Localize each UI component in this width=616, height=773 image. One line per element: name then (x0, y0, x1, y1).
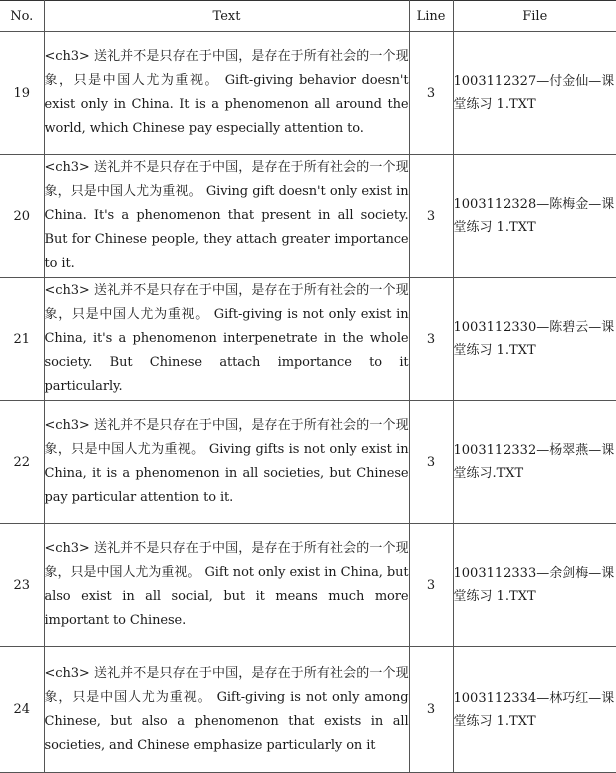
row-file-name: 1003112333—余剑梅—课堂练习 1.TXT (454, 562, 616, 608)
table-row (0, 32, 616, 155)
row-text: <ch3> 送礼并不是只存在于中国，是存在于所有社会的一个现象，只是中国人尤为重视。 Giving gift doesn't only exist in China. It's a phenomenon that present in all society. But for Chinese people, they attach greater importance to it. (44, 155, 409, 278)
row-file (453, 155, 616, 278)
row-line: 3 (409, 647, 453, 773)
row-file-name: 1003112327—付金仙—课堂练习 1.TXT (454, 70, 616, 116)
table-row (0, 647, 616, 773)
table-row (0, 401, 616, 524)
row-text: <ch3> 送礼并不是只存在于中国，是存在于所有社会的一个现象，只是中国人尤为重视。 Gift-giving is not only among Chinese, but also a phenomenon that exists in all societies, and Chinese emphasize particularly on it (44, 647, 409, 773)
row-file-name: 1003112334—林巧红—课堂练习 1.TXT (454, 687, 616, 733)
header-no: No. (0, 1, 44, 32)
table-row (0, 155, 616, 278)
row-number: 22 (0, 401, 44, 524)
row-number: 20 (0, 155, 44, 278)
row-text: <ch3> 送礼并不是只存在于中国，是存在于所有社会的一个现象，只是中国人尤为重视。 Gift-giving behavior doesn't exist only in China. It is a phenomenon all around the world, which Chinese pay especially attention to. (44, 32, 409, 155)
row-number: 23 (0, 524, 44, 647)
row-text: <ch3> 送礼并不是只存在于中国，是存在于所有社会的一个现象，只是中国人尤为重视。 Gift-giving is not only exist in China, it's a phenomenon interpenetrate in the whole society. But Chinese attach importance to it particularly. (44, 278, 409, 401)
row-file-name: 1003112332—杨翠燕—课堂练习.TXT (454, 439, 616, 485)
row-number: 19 (0, 32, 44, 155)
row-number: 24 (0, 647, 44, 773)
table-row (0, 524, 616, 647)
row-line: 3 (409, 278, 453, 401)
row-file (453, 647, 616, 773)
row-file-name: 1003112328—陈梅金—课堂练习 1.TXT (454, 193, 616, 239)
row-file (453, 32, 616, 155)
header-row (0, 1, 616, 32)
table-row (0, 278, 616, 401)
row-file (453, 401, 616, 524)
row-file-name: 1003112330—陈碧云—课堂练习 1.TXT (454, 316, 616, 362)
row-line: 3 (409, 155, 453, 278)
row-file (453, 278, 616, 401)
row-file (453, 524, 616, 647)
table-header (0, 1, 616, 32)
header-text: Text (44, 1, 409, 32)
row-line: 3 (409, 32, 453, 155)
row-text: <ch3> 送礼并不是只存在于中国，是存在于所有社会的一个现象，只是中国人尤为重视。 Giving gifts is not only exist in China, it is a phenomenon in all societies, but Chinese pay particular attention to it. (44, 401, 409, 524)
header-file: File (453, 1, 616, 32)
row-number: 21 (0, 278, 44, 401)
table-body (0, 32, 616, 773)
row-line: 3 (409, 401, 453, 524)
header-line: Line (409, 1, 453, 32)
row-line: 3 (409, 524, 453, 647)
row-text: <ch3> 送礼并不是只存在于中国，是存在于所有社会的一个现象，只是中国人尤为重视。 Gift not only exist in China, but also exist in all social, but it means much more important to Chinese. (44, 524, 409, 647)
